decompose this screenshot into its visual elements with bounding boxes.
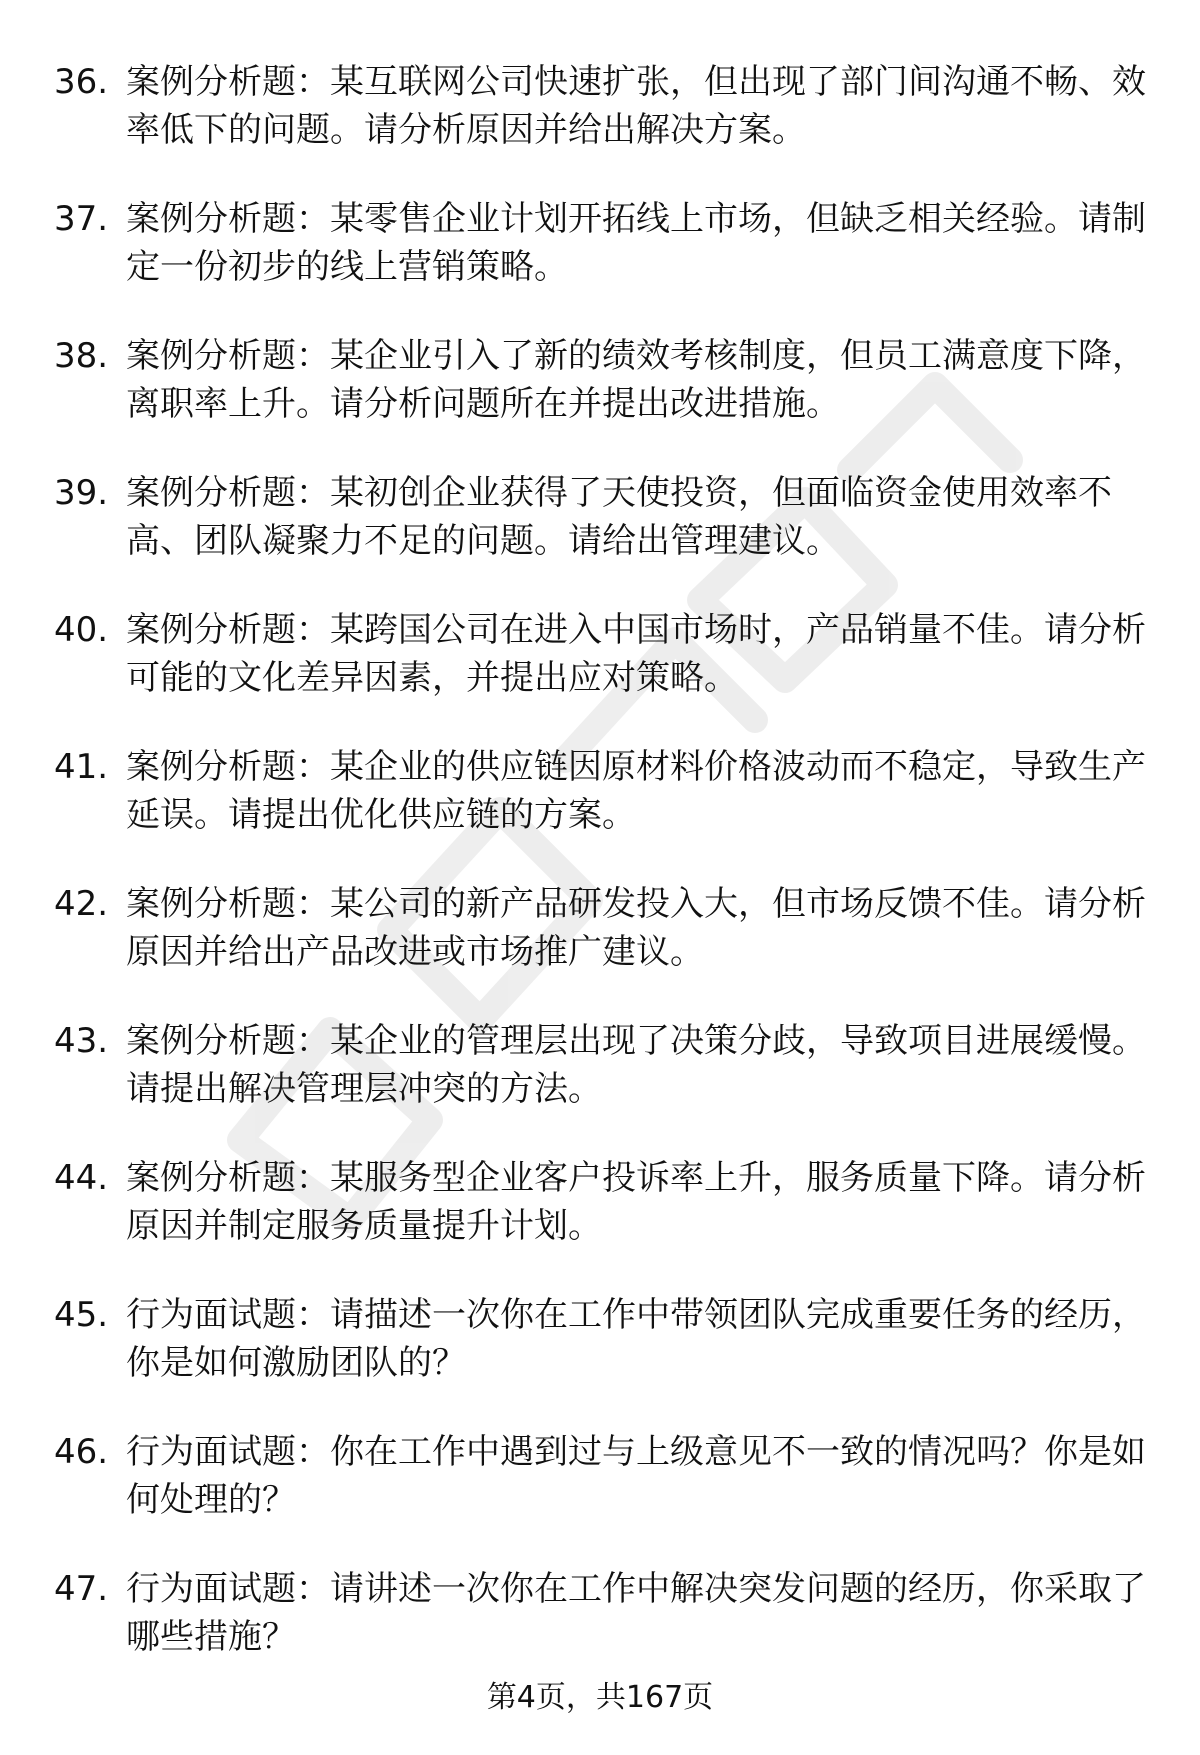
question-text: 案例分析题：某企业的管理层出现了决策分歧，导致项目进展缓慢。请提出解决管理层冲突的方法。: [126, 1021, 1146, 1109]
question-text: 案例分析题：某服务型企业客户投诉率上升，服务质量下降。请分析原因并制定服务质量提升计划。: [126, 1158, 1146, 1246]
page-footer: 第4页，共167页: [486, 1680, 714, 1715]
question-item: [54, 58, 1154, 154]
question-number: 45.: [54, 1295, 109, 1335]
question-number: 39.: [54, 473, 109, 513]
question-text: 行为面试题：请讲述一次你在工作中解决突发问题的经历，你采取了哪些措施？: [126, 1569, 1146, 1657]
question-text: 案例分析题：某公司的新产品研发投入大，但市场反馈不佳。请分析原因并给出产品改进或市场推广建议。: [126, 884, 1146, 972]
question-text: 案例分析题：某企业引入了新的绩效考核制度，但员工满意度下降，离职率上升。请分析问题所在并提出改进措施。: [126, 336, 1146, 424]
question-number: 40.: [54, 610, 109, 650]
question-number: 38.: [54, 336, 109, 376]
question-number: 47.: [54, 1569, 109, 1609]
question-item: [54, 332, 1154, 428]
question-number: 44.: [54, 1158, 109, 1198]
question-item: [54, 1565, 1154, 1661]
question-item: [54, 743, 1154, 839]
question-text: 行为面试题：你在工作中遇到过与上级意见不一致的情况吗？你是如何处理的？: [126, 1432, 1146, 1520]
question-number: 42.: [54, 884, 109, 924]
question-item: [54, 1017, 1154, 1113]
question-item: [54, 1291, 1154, 1387]
question-number: 41.: [54, 747, 109, 787]
question-text: 案例分析题：某跨国公司在进入中国市场时，产品销量不佳。请分析可能的文化差异因素，并提出应对策略。: [126, 610, 1146, 698]
question-number: 37.: [54, 199, 109, 239]
question-number: 43.: [54, 1021, 109, 1061]
question-text: 案例分析题：某企业的供应链因原材料价格波动而不稳定，导致生产延误。请提出优化供应链的方案。: [126, 747, 1146, 835]
question-item: [54, 880, 1154, 976]
question-item: [54, 1154, 1154, 1250]
question-text: 行为面试题：请描述一次你在工作中带领团队完成重要任务的经历，你是如何激励团队的？: [126, 1295, 1146, 1383]
question-text: 案例分析题：某互联网公司快速扩张，但出现了部门间沟通不畅、效率低下的问题。请分析原因并给出解决方案。: [126, 62, 1146, 150]
question-text: 案例分析题：某初创企业获得了天使投资，但面临资金使用效率不高、团队凝聚力不足的问题。请给出管理建议。: [126, 473, 1112, 561]
question-item: [54, 1428, 1154, 1524]
question-item: [54, 606, 1154, 702]
question-list: [54, 58, 1154, 1702]
question-number: 36.: [54, 62, 109, 102]
question-item: [54, 469, 1154, 565]
question-number: 46.: [54, 1432, 109, 1472]
question-text: 案例分析题：某零售企业计划开拓线上市场，但缺乏相关经验。请制定一份初步的线上营销策略。: [126, 199, 1146, 287]
question-item: [54, 195, 1154, 291]
